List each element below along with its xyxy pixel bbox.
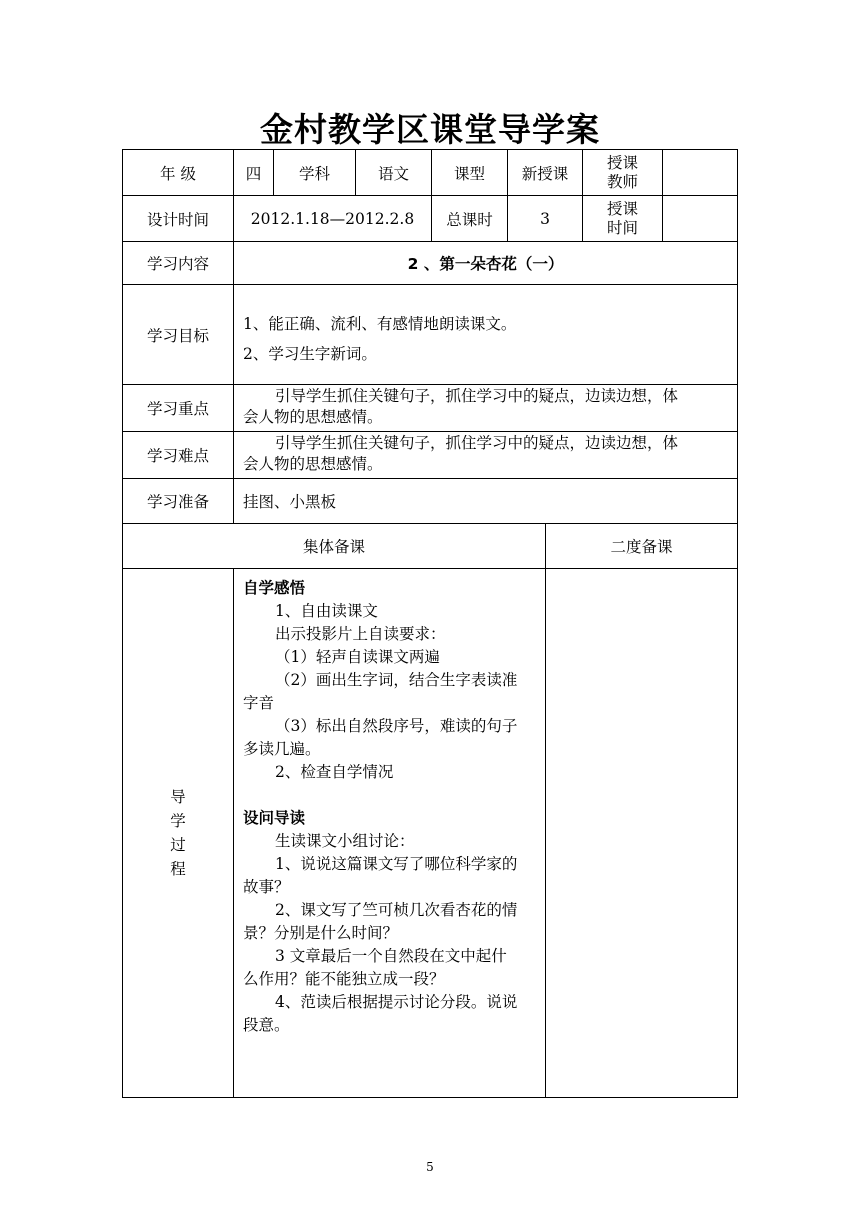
- process-line: 4、范读后根据提示讨论分段。说说: [275, 993, 518, 1011]
- teacher-label: [583, 150, 662, 195]
- section-title-guided-reading: 设问导读: [243, 809, 306, 827]
- subject-value: 语文: [377, 164, 409, 183]
- lesson-type-value: 新授课: [521, 164, 569, 183]
- process-content: [243, 577, 539, 1037]
- process-label-char: 导: [170, 788, 186, 806]
- process-line: 么作用？能不能独立成一段？: [243, 970, 445, 988]
- second-prep-header: 二度备课: [610, 538, 673, 556]
- goal-item: 2、学习生字新词。: [243, 345, 377, 363]
- subject-label: 学科: [298, 164, 330, 183]
- teacher-label-line1: 授课: [606, 153, 638, 172]
- page-number: 5: [426, 1160, 434, 1174]
- difficulty-line1: 引导学生抓住关键句子，抓住学习中的疑点，边读边想，体: [275, 434, 679, 452]
- grade-label: 年 级: [160, 164, 196, 183]
- process-label-char: 过: [170, 836, 186, 854]
- total-hours-value: 3: [540, 209, 550, 228]
- process-line: 1、说说这篇课文写了哪位科学家的: [275, 855, 518, 873]
- prep-value: 挂图、小黑板: [243, 493, 337, 511]
- process-label-char: 学: [170, 812, 186, 830]
- design-time-value: 2012.1.18—2012.2.8: [250, 209, 415, 228]
- section-title-self-study: 自学感悟: [243, 579, 306, 597]
- grade-value: 四: [245, 164, 262, 183]
- process-line: 字音: [243, 694, 275, 712]
- goals-list: [243, 309, 733, 369]
- process-line: 多读几遍。: [243, 740, 321, 758]
- collective-prep-header: 集体备课: [302, 538, 365, 556]
- prep-label: 学习准备: [146, 493, 209, 511]
- process-line: 生读课文小组讨论：: [275, 832, 415, 850]
- teacher-label-line2: 教师: [606, 172, 638, 191]
- focus-text: [243, 386, 733, 428]
- process-line: 段意。: [243, 1016, 290, 1034]
- process-line: （2）画出生字词，结合生字表读准: [275, 671, 518, 689]
- process-line: 出示投影片上自读要求：: [275, 625, 446, 643]
- process-line: （1）轻声自读课文两遍: [275, 648, 440, 666]
- process-line: 景？分别是什么时间？: [243, 924, 399, 942]
- content-value: 2 、第一朵杏花（一）: [407, 255, 564, 273]
- design-time-label: 设计时间: [146, 210, 209, 229]
- process-line: 1、自由读课文: [275, 602, 378, 620]
- focus-line1: 引导学生抓住关键句子，抓住学习中的疑点，边读边想，体: [275, 387, 679, 405]
- class-time-label-line1: 授课: [606, 199, 638, 218]
- goals-label: 学习目标: [146, 326, 209, 345]
- process-label-char: 程: [170, 860, 186, 878]
- process-line: （3）标出自然段序号，难读的句子: [275, 717, 518, 735]
- process-line: 2、课文写了竺可桢几次看杏花的情: [275, 901, 518, 919]
- class-time-label: [583, 196, 662, 241]
- process-line: 2、检查自学情况: [275, 763, 394, 781]
- difficulty-label: 学习难点: [146, 447, 209, 465]
- content-label: 学习内容: [146, 255, 209, 273]
- lesson-type-label: 课型: [453, 164, 485, 183]
- class-time-label-line2: 时间: [606, 218, 638, 237]
- goal-item: 1、能正确、流利、有感情地朗读课文。: [243, 315, 517, 333]
- teacher-value: [663, 150, 737, 195]
- difficulty-line2: 会人物的思想感情。: [243, 455, 383, 473]
- focus-label: 学习重点: [146, 400, 209, 418]
- focus-line2: 会人物的思想感情。: [243, 408, 383, 426]
- process-line: 故事？: [243, 878, 290, 896]
- difficulty-text: [243, 433, 733, 475]
- process-line: 3 文章最后一个自然段在文中起什: [275, 947, 507, 965]
- page-title: 金村教学区课堂导学案: [260, 110, 600, 149]
- total-hours-label: 总课时: [446, 210, 493, 229]
- process-label: [123, 569, 233, 1097]
- class-time-value: [663, 196, 737, 241]
